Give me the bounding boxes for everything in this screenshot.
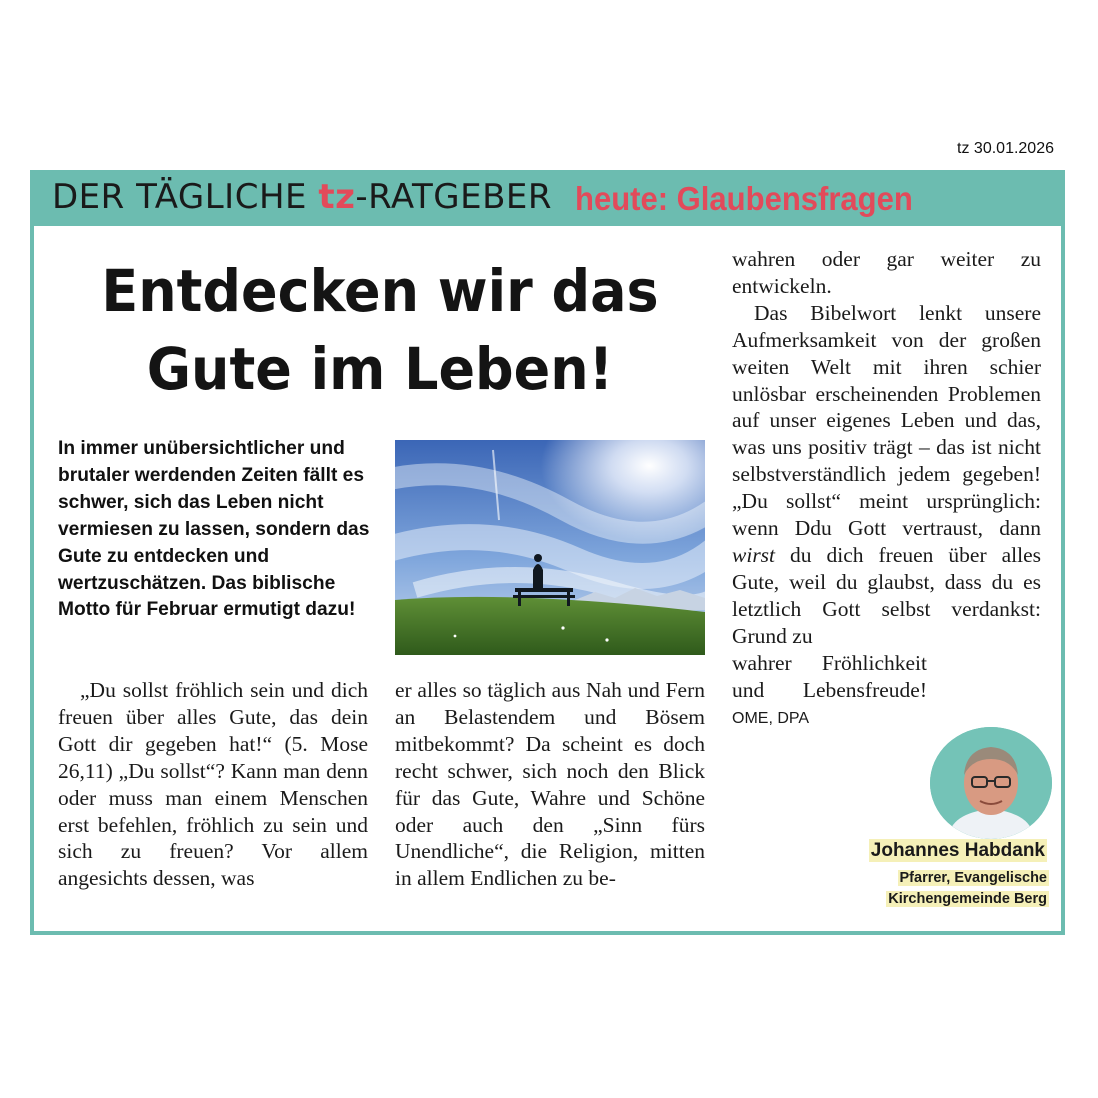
- headline-line-2: Gute im Leben!: [146, 335, 614, 403]
- body-column-3: [732, 246, 1041, 733]
- header-prefix: DER TÄGLICHE: [52, 177, 319, 217]
- avatar: [930, 727, 1052, 839]
- bench-landscape-image: [395, 440, 705, 655]
- body-paragraph: „Du sollst fröhlich sein und dich freuen über alles Gute, das dein Gott dir gegeben hat!“ (5. Mose 26,11) „Du sollst“? Kann man denn oder muss man einem Menschen erst befehlen, fröhlich zu sein und sich zu freuen? Vor allem angesichts dessen, was: [58, 678, 368, 891]
- header-topic: heute: Glaubensfragen: [575, 180, 913, 217]
- header-suffix: -RATGEBER: [355, 177, 553, 217]
- author-name: Johannes Habdank: [870, 840, 1045, 861]
- headline-line-1: Entdecken wir das: [101, 257, 659, 325]
- article-photo: [395, 440, 705, 655]
- headline: [82, 252, 677, 408]
- photo-credit: OME, DPA: [732, 710, 810, 728]
- body-paragraph: er alles so täglich aus Nah und Fern an Belastendem und Bösem mitbekommt? Da scheint es doch recht schwer, sich noch den Blick für das Gute, Wahre und Schöne oder auch den „Sinn fürs Unendliche“, die Religion, mitten in allem Endlichen zu be-: [395, 678, 705, 891]
- dateline: tz 30.01.2026: [957, 140, 1054, 157]
- body-column-1: [58, 677, 368, 892]
- emphasis-text: wirst: [732, 542, 776, 567]
- author-portrait: [930, 727, 1052, 839]
- header-title: [52, 177, 552, 217]
- tz-logo: tz: [318, 177, 356, 217]
- body-column-2: [395, 677, 705, 892]
- body-paragraph: Das Bibelwort lenkt unsere Aufmerksamkeit von der großen weiten Welt mit ihren schier unlösbar erscheinenden Problemen auf unser eigenes Leben und das, was uns positiv trägt – das ist nicht selbstverständlich jedem gegeben! „Du sollst“ meint ursprünglich: wenn Ddu Gott vertraust, dann wirst du dich freuen über alles Gute, weil du glaubst, dass du es letztlich Gott selbst verdankst: Grund zu: [732, 300, 1041, 648]
- body-paragraph-end: wahrer Fröhlichkeit und Lebensfreude! OME, DPA: [732, 650, 927, 728]
- body-paragraph: wahren oder gar weiter zu entwickeln.: [732, 247, 1041, 298]
- author-role: Pfarrer, Evangelische Kirchengemeinde Berg: [888, 870, 1047, 907]
- teaser: In immer unübersichtlicher und brutaler werdenden Zeiten fällt es schwer, sich das Leben nicht vermiesen zu lassen, sondern das Gute zu entdecken und wertzuschätzen. Das biblische Motto für Februar ermutigt dazu!: [58, 438, 370, 621]
